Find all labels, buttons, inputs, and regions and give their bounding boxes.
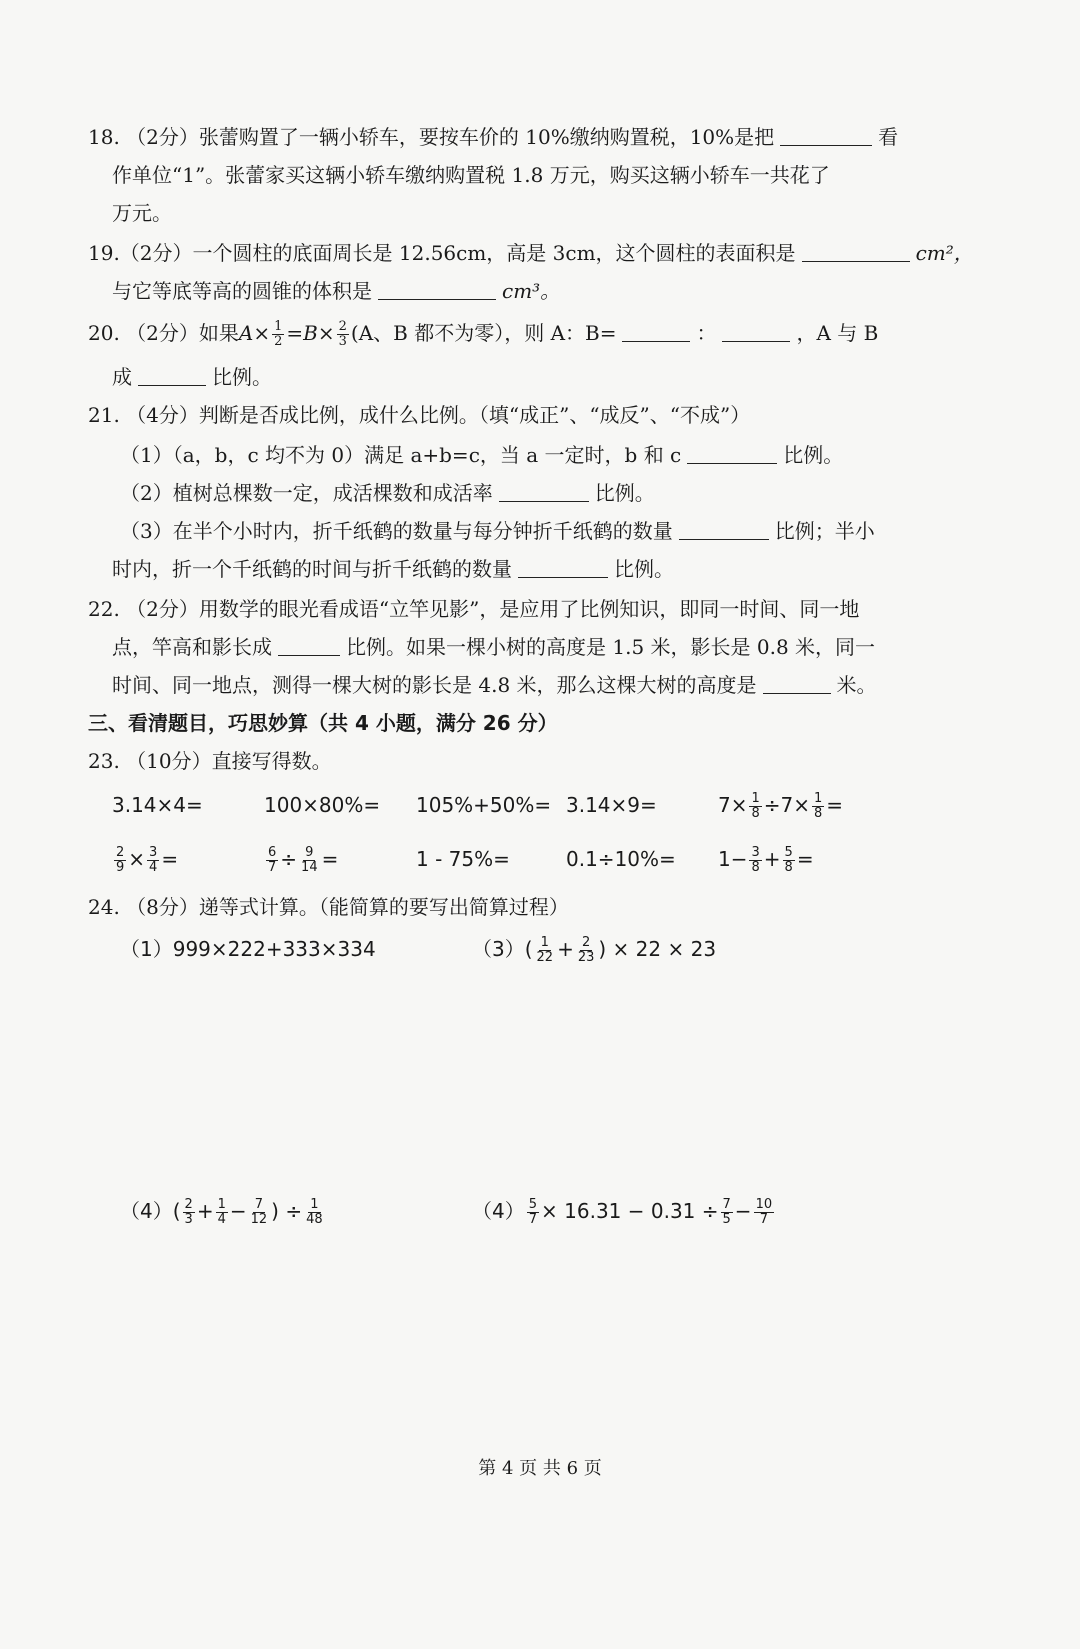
q20-frac2-num: 2	[338, 319, 347, 334]
q24-head: 24. （8分）递等式计算。（能简算的要写出简算过程）	[88, 895, 569, 919]
q23-item7-frac2-den: 14	[301, 860, 318, 875]
q23-item7-frac2-num: 9	[305, 845, 314, 860]
q23-item10-frac2-den: 8	[784, 860, 793, 875]
q19-text-b: 与它等底等高的圆锥的体积是	[112, 279, 372, 303]
q19-blank1[interactable]	[802, 239, 910, 262]
q20-text-b: (A、B 都不为零），则 A：B=	[350, 321, 617, 345]
q23-item3: 105%+50%=	[416, 793, 552, 817]
q23-item9: 0.1÷10%=	[566, 847, 676, 871]
q23-item4: 3.14×9=	[566, 793, 657, 817]
q24-part5	[472, 1196, 776, 1227]
q18-text-a: 18. （2分）张蕾购置了一辆小轿车，要按车价的 10%缴纳购置税，10%是把	[88, 125, 775, 149]
q20-blank1[interactable]	[622, 319, 690, 342]
q23-item10-a: 1−	[718, 847, 748, 871]
q24-part5-frac2	[721, 1198, 733, 1227]
q24-part3-op: +	[557, 937, 574, 961]
q21-blank1[interactable]	[687, 441, 777, 464]
q24-part5-frac3	[754, 1198, 775, 1227]
q24-part5-frac2-den: 5	[722, 1212, 731, 1227]
q23-item5-frac1	[749, 792, 761, 821]
q23-item7-frac1-den: 7	[268, 860, 277, 875]
q23-head: 23. （10分）直接写得数。	[88, 749, 332, 773]
q20-colon: ：	[696, 321, 717, 345]
q24-part5-frac2-num: 7	[722, 1197, 731, 1212]
q20-times1: ×	[253, 321, 271, 345]
q24-part5-frac3-den: 7	[759, 1212, 768, 1227]
q24-part3-frac1-den: 22	[536, 950, 554, 965]
q23-item6-frac2-num: 3	[149, 845, 158, 860]
q23-item5-c: =	[826, 793, 844, 817]
q21-sub1-tail: 比例。	[783, 443, 844, 467]
q24-part5-op: −	[734, 1199, 752, 1223]
q23-item8: 1 - 75%=	[416, 847, 510, 871]
q21-blank2[interactable]	[499, 479, 589, 502]
q24-part4-op2: −	[229, 1199, 247, 1223]
q21-head: 21. （4分）判断是否成比例，成什么比例。（填“成正”、“成反”、“不成”）	[88, 403, 751, 427]
q21-sub3-tail: 比例；半小	[774, 519, 875, 543]
q24-part5-frac1	[527, 1198, 539, 1227]
q24-part4-frac2	[216, 1198, 228, 1227]
q18-line2: 作单位“1”。张蕾家买这辆小轿车缴纳购置税 1.8 万元，购买这辆小轿车一共花了	[112, 163, 830, 187]
q20-text-c: ，A 与 B	[796, 321, 879, 345]
q24-part5-b: × 16.31 − 0.31 ÷	[541, 1199, 719, 1223]
q20-text-e: 比例。	[212, 365, 272, 389]
q23-item7-op: ÷	[280, 847, 298, 871]
q24-part5-frac1-num: 5	[528, 1197, 538, 1212]
q23-item5-frac2	[812, 792, 824, 821]
q23-item10	[718, 844, 814, 875]
q24-part4-op1: +	[196, 1199, 214, 1223]
section-heading: 三、看清题目，巧思妙算（共 4 小题，满分 26 分）	[88, 711, 558, 735]
q23-item6-eq: =	[161, 847, 179, 871]
q23-item10-frac1-num: 3	[751, 845, 760, 860]
q23-item6-frac1	[114, 846, 126, 875]
q21-sub3-cont-tail: 比例。	[614, 557, 674, 581]
q21-sub3	[120, 516, 875, 546]
q18-line1	[88, 122, 898, 152]
q20-var-a: A	[238, 321, 254, 345]
q24-part3-frac1	[535, 936, 556, 965]
q24-part3-a: （3）(	[472, 937, 533, 961]
q21-sub2	[120, 478, 655, 508]
q22-blank1[interactable]	[278, 633, 340, 656]
q19-line2	[112, 276, 560, 306]
q23-item7-frac1	[266, 846, 278, 875]
q21-blank3[interactable]	[679, 517, 769, 540]
q24-part5-frac3-num: 10	[755, 1197, 773, 1212]
q19-text-a: 19.（2分）一个圆柱的底面周长是 12.56cm，高是 3cm，这个圆柱的表面积是	[88, 241, 796, 265]
q20-var-b: B	[303, 321, 318, 345]
q23-item5	[718, 790, 843, 821]
q24-part4-b: ) ÷	[271, 1199, 303, 1223]
q24-part4-frac4	[304, 1198, 325, 1227]
q23-item10-eq: =	[796, 847, 814, 871]
q20-times2: ×	[317, 321, 335, 345]
q24-part4-frac4-num: 1	[310, 1197, 319, 1212]
q24-part5-frac1-den: 7	[528, 1212, 538, 1227]
q18-line3: 万元。	[112, 201, 172, 225]
q24-part3-frac2-num: 2	[581, 935, 591, 950]
q23-item6-frac1-den: 9	[116, 860, 125, 875]
q24-part4-a: （4）(	[120, 1199, 181, 1223]
q20-frac2	[337, 320, 349, 349]
q24-part4	[120, 1196, 327, 1227]
q20-frac1	[272, 320, 284, 349]
q24-part3	[472, 934, 716, 965]
q20-text-a: 20. （2分）如果	[88, 321, 239, 345]
q21-sub2-text: （2）植树总棵数一定，成活棵数和成活率	[120, 481, 493, 505]
q22-blank2[interactable]	[763, 671, 831, 694]
q24-part1: （1）999×222+333×334	[120, 937, 376, 961]
q23-item5-frac1-den: 8	[751, 806, 760, 821]
q23-item10-op: +	[763, 847, 781, 871]
q21-sub3-cont	[112, 554, 674, 584]
q23-item6-frac1-num: 2	[116, 845, 125, 860]
q21-sub3-text: （3）在半个小时内，折千纸鹤的数量与每分钟折千纸鹤的数量	[120, 519, 673, 543]
q23-item10-frac1-den: 8	[751, 860, 760, 875]
q19-unit2: cm³。	[502, 279, 561, 303]
q23-item5-frac1-num: 1	[751, 791, 760, 806]
q21-sub1-text: （1）（a，b，c 均不为 0）满足 a+b=c，当 a 一定时，b 和 c	[120, 443, 682, 467]
q23-item10-frac1	[749, 846, 761, 875]
q23-item7-frac1-num: 6	[268, 845, 277, 860]
q18-blank1[interactable]	[780, 123, 872, 146]
q22-text-c: 时间、同一地点，测得一棵大树的影长是 4.8 米，那么这棵大树的高度是	[112, 673, 757, 697]
page-footer: 第 4 页 共 6 页	[478, 1458, 602, 1479]
q19-unit1: cm²，	[915, 241, 974, 265]
q21-sub1	[120, 440, 843, 470]
q20-frac2-den: 3	[338, 334, 347, 349]
q22-line2	[112, 632, 875, 662]
q23-item5-b: ÷7×	[763, 793, 811, 817]
q23-item2: 100×80%=	[264, 793, 381, 817]
q23-item10-frac2	[783, 846, 795, 875]
q21-sub2-tail: 比例。	[594, 481, 655, 505]
q23-item1: 3.14×4=	[112, 793, 203, 817]
q23-item7	[264, 844, 338, 875]
q20-line2	[112, 362, 272, 392]
q20-blank3[interactable]	[138, 363, 206, 386]
q19-line1	[88, 238, 974, 268]
q22-text-a: 点，竿高和影长成	[112, 635, 272, 659]
q24-part4-frac2-den: 4	[217, 1212, 226, 1227]
q21-blank4[interactable]	[518, 555, 608, 578]
q24-part4-frac1-num: 2	[184, 1197, 193, 1212]
q23-item6-frac2-den: 4	[149, 860, 158, 875]
q23-item7-eq: =	[321, 847, 339, 871]
q24-part4-frac1	[183, 1198, 195, 1227]
q24-part4-frac4-den: 48	[306, 1212, 323, 1227]
q20-blank2[interactable]	[722, 319, 790, 342]
q22-text-d: 米。	[836, 673, 877, 697]
q18-text-b: 看	[878, 125, 899, 149]
q20-frac1-den: 2	[274, 334, 283, 349]
q19-blank2[interactable]	[378, 277, 496, 300]
q23-item6-frac2	[147, 846, 159, 875]
q24-part4-frac1-den: 3	[184, 1212, 193, 1227]
q23-item5-a: 7×	[718, 793, 748, 817]
q20-eq: =	[286, 321, 304, 345]
q23-item7-frac2	[299, 846, 320, 875]
q24-part4-frac2-num: 1	[217, 1197, 226, 1212]
q22-line3	[112, 670, 877, 700]
q24-part3-frac2-den: 23	[577, 950, 595, 965]
q24-part3-b: ) × 22 × 23	[598, 937, 717, 961]
q20-text-d: 成	[112, 365, 132, 389]
q24-part3-frac2	[576, 936, 597, 965]
q20-frac1-num: 1	[274, 319, 283, 334]
q24-part4-frac3-den: 12	[250, 1212, 268, 1227]
q24-part5-a: （4）	[472, 1199, 525, 1223]
q22-text-b: 比例。如果一棵小树的高度是 1.5 米，影长是 0.8 米，同一	[346, 635, 876, 659]
q23-item5-frac2-den: 8	[814, 806, 823, 821]
q21-sub3-cont-text: 时内，折一个千纸鹤的时间与折千纸鹤的数量	[112, 557, 512, 581]
q24-part4-frac3	[249, 1198, 270, 1227]
q22-line1: 22. （2分）用数学的眼光看成语“立竿见影”，是应用了比例知识，即同一时间、同一地	[88, 597, 860, 621]
q23-item5-frac2-num: 1	[814, 791, 823, 806]
q24-part3-frac1-num: 1	[540, 935, 549, 950]
q24-part4-frac3-num: 7	[254, 1197, 264, 1212]
q23-item6	[112, 844, 178, 875]
q23-item6-op: ×	[128, 847, 146, 871]
q23-item10-frac2-num: 5	[784, 845, 793, 860]
q20-line1	[88, 318, 878, 349]
